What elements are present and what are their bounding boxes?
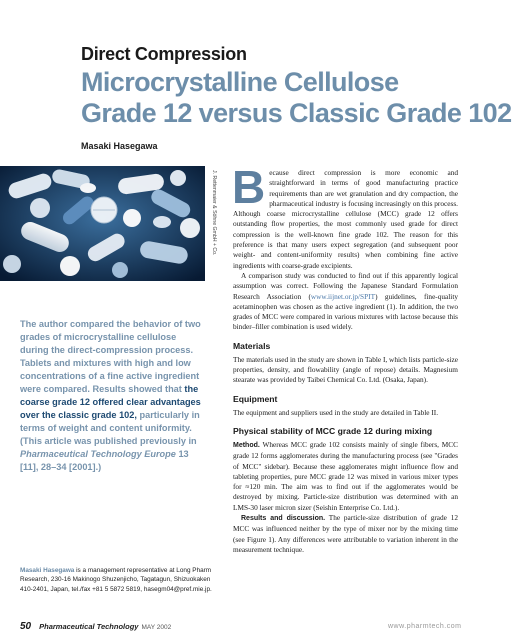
photo-credit <box>206 168 216 276</box>
abstract-highlight: the coarse grade 12 offered clear advantages over the classic grade 102, <box>20 384 201 420</box>
section-kicker: Direct Compression <box>81 44 247 64</box>
materials-paragraph: The materials used in the study are shown in Table I, which lists particle-size properties, density, and flowability (angle of repose) details. Magnesium stearate was provided by Taibei Chemical Co. Ltd. (Osaka, Japan). <box>233 354 458 385</box>
comparison-text-end: ) guidelines, fine-quality acetaminophen was chosen as the active ingredient (1). In addition, the two grades of MCC were compared in various mixtures with lactose because this binder–filler combination is used widely. <box>233 291 458 332</box>
comparison-paragraph <box>233 271 458 333</box>
equipment-paragraph: The equipment and suppliers used in the study are detailed in Table II. <box>233 407 439 417</box>
abstract-text: The author compared the behavior of two grades of microcrystalline cellulose during the direct-compression process. Tablets and mixtures with high and low concentrations of a fine active ingredient were compared. Results showed that <box>20 319 201 394</box>
method-paragraph <box>233 440 458 513</box>
results-paragraph <box>233 513 458 555</box>
abstract-text-end: particularly in terms of weight and content uniformity. <box>20 410 200 433</box>
article-title-line-2: Grade 12 versus Classic Grade 102 <box>81 98 512 128</box>
bio-name: Masaki Hasegawa <box>20 567 75 574</box>
author-byline: Masaki Hasegawa <box>81 141 158 151</box>
abstract-note-suffix: 13 [11], 28–34 [2001].) <box>20 449 189 472</box>
drop-cap: B <box>232 161 266 213</box>
issue-date: MAY 2002 <box>141 624 172 631</box>
results-text: The particle-size distribution of grade 12 MCC was influenced neither by the type of mixer nor by the mixing time (see Figure 1). Any differences were attributable to variation inherent in the measurement technique. <box>233 513 458 554</box>
photo-credit-text: J. Rettenmaier & Söhne GmbH + Co. <box>211 170 217 256</box>
page-number: 50 <box>20 621 32 632</box>
tablets-photo <box>0 166 205 281</box>
article-title-line-1: Microcrystalline Cellulose <box>81 67 399 97</box>
spit-link[interactable]: www.iijnet.or.jp/SPIT <box>310 291 376 301</box>
heading-physical-stability: Physical stability of MCC grade 12 during mixing <box>233 425 433 436</box>
article-body <box>232 161 458 555</box>
intro-paragraph <box>232 161 458 271</box>
method-text: Whereas MCC grade 102 consists mainly of single fibers, MCC grade 12 forms agglomerates during the manufacturing process (see "Grades of MCC" sidebar). Because these agglomerates might influence flow and tableting properties, pure MCC grade 12 was mixed in various mixer types for ≈120 min. The aim was to find out if the agglomerates would be destroyed by mixing. Particle-size distribution was determined with an LMS-30 laser micron sizer (Seishin Enterprise Co. Ltd.). <box>233 439 458 512</box>
article-header <box>81 44 512 151</box>
abstract-journal: Pharmaceutical Technology Europe <box>20 449 176 459</box>
heading-equipment: Equipment <box>233 393 278 404</box>
website-url[interactable]: www.pharmtech.com <box>388 623 462 630</box>
abstract-note-prefix: (This article was published previously in <box>20 436 197 446</box>
intro-text: ecause direct compression is more economic and straightforward in terms of good manufacturing practice requirements than are wet granulation and dry compaction, the pharmaceutical industry is focusing increasingly on this process. Although coarse microcrystalline cellulose (MCC) grade 12 offers outstanding flow properties, the most commonly used grade for direct compression is the well-known fine grade 102. The reason for this preference is that many users expect segregation (and subsequent poor weight- and content-uniformity results) when combining fine active ingredients with coarse-grade excipients. <box>233 168 458 270</box>
page-footer <box>20 621 171 632</box>
comparison-text: A comparison study was conducted to find out if this apparently logical assumption was correct. Following the Japanese Standard Formulation Research Association ( <box>233 270 458 301</box>
bio-text: is a management representative at Long Pharm Research, 230-16 Makinogo Shuzenjicho, Tagatagun, Shizuokaken 410-2401, Japan, tel./fax +81 5 5872 5819, hasegm04@pref.mie.jp. <box>20 567 212 593</box>
method-label: Method. <box>233 441 260 449</box>
results-label: Results and discussion. <box>241 515 326 523</box>
pills-illustration <box>0 166 205 281</box>
heading-materials: Materials <box>233 340 271 351</box>
article-abstract <box>20 318 206 474</box>
magazine-name: Pharmaceutical Technology <box>39 622 139 631</box>
author-bio <box>20 566 216 594</box>
